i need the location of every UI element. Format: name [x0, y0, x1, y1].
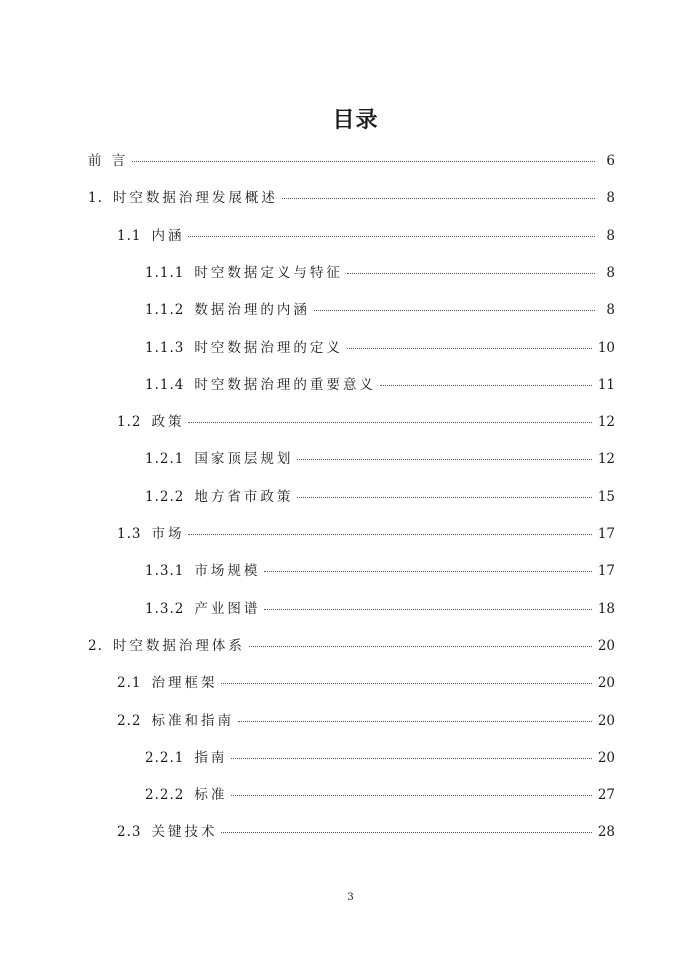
page-number: 3 — [347, 892, 354, 903]
toc-dot-leader — [264, 608, 591, 610]
toc-entry-label: 时空数据治理发展概述 — [112, 190, 278, 207]
toc-entry-label: 时空数据治理的定义 — [194, 339, 343, 356]
toc-entry-label: 地方省市政策 — [194, 488, 294, 505]
toc-entry-page: 20 — [597, 675, 615, 692]
toc-dot-leader — [188, 235, 595, 237]
toc-dot-leader — [380, 384, 592, 386]
toc-entry[interactable] — [117, 821, 615, 843]
toc-entry-number: 2.2.1 — [145, 749, 185, 766]
toc-entry-page: 11 — [597, 376, 615, 393]
toc-entry-number: 1.3.1 — [145, 563, 185, 580]
toc-entry-page: 20 — [597, 749, 615, 766]
toc-entry-page: 8 — [606, 190, 615, 207]
toc-dot-leader — [297, 496, 591, 498]
toc-dot-leader — [132, 160, 595, 162]
toc-entry[interactable] — [145, 784, 615, 806]
toc-entry-page: 18 — [597, 600, 615, 617]
toc-entry[interactable] — [145, 299, 615, 321]
toc-entry-label: 政策 — [151, 414, 185, 431]
toc-title: 目录 — [332, 108, 379, 133]
toc-entry-number: 1.2.1 — [145, 451, 185, 468]
toc-entry-label: 市场规模 — [194, 563, 261, 580]
toc-dot-leader — [188, 533, 591, 535]
toc-entry-label: 治理框架 — [151, 675, 218, 692]
toc-entry[interactable] — [117, 710, 615, 732]
toc-entry[interactable] — [88, 635, 615, 657]
toc-entry-label: 时空数据定义与特征 — [194, 264, 343, 281]
toc-entry-label: 时空数据治理体系 — [112, 637, 245, 654]
toc-dot-leader — [347, 272, 595, 274]
toc-entry-number: 1. — [88, 190, 103, 207]
toc-entry[interactable] — [145, 486, 615, 508]
toc-entry-number: 2.1 — [117, 675, 142, 692]
toc-dot-leader — [231, 794, 591, 796]
toc-dot-leader — [221, 682, 591, 684]
toc-entry-number: 1.2 — [117, 414, 142, 431]
toc-dot-leader — [238, 720, 592, 722]
toc-entry-number: 1.3 — [117, 526, 142, 542]
toc-entry-page: 17 — [597, 526, 615, 542]
toc-entry[interactable] — [145, 337, 615, 359]
toc-entry-page: 8 — [606, 302, 615, 319]
toc-entry-page: 8 — [606, 264, 615, 281]
toc-entry-number: 1.1.4 — [145, 376, 185, 393]
toc-entry[interactable] — [88, 187, 615, 209]
toc-dot-leader — [264, 570, 591, 572]
toc-entry-number: 1.1 — [117, 227, 142, 244]
toc-entry-page: 10 — [597, 339, 615, 356]
toc-entry-label: 标准 — [194, 787, 228, 804]
toc-entry-label: 产业图谱 — [194, 600, 261, 617]
toc-entry-label: 时空数据治理的重要意义 — [194, 376, 376, 393]
toc-entry[interactable] — [117, 672, 615, 694]
toc-entry-label: 标准和指南 — [151, 712, 234, 729]
toc-entry-page: 17 — [597, 563, 615, 580]
toc-entry-number: 1.1.1 — [145, 264, 185, 281]
toc-entry-label: 指南 — [194, 749, 228, 766]
toc-entry[interactable] — [145, 374, 615, 396]
toc-entry-page: 28 — [597, 824, 615, 841]
toc-entry-number: 1.1.2 — [145, 302, 185, 319]
toc-entry-page: 6 — [606, 153, 615, 169]
toc-entry[interactable] — [145, 560, 615, 582]
toc-entry-label: 内涵 — [151, 227, 185, 244]
toc-entry-page: 20 — [597, 712, 615, 729]
toc-entry-page: 27 — [597, 787, 615, 804]
toc-entry-page: 12 — [597, 414, 615, 431]
toc-entry-page: 15 — [597, 488, 615, 505]
toc-dot-leader — [221, 831, 591, 833]
toc-entry[interactable] — [145, 598, 615, 620]
toc-entry-number: 1.2.2 — [145, 488, 185, 505]
toc-dot-leader — [347, 347, 592, 349]
toc-entry-label: 市场 — [151, 526, 185, 542]
toc-entry-page: 20 — [597, 637, 615, 654]
toc-entry-label: 数据治理的内涵 — [194, 302, 310, 319]
toc-entry[interactable] — [117, 411, 615, 433]
toc-dot-leader — [188, 421, 591, 423]
toc-entry-number: 1.1.3 — [145, 339, 185, 356]
toc-entry-number: 2.2 — [117, 712, 142, 729]
toc-entry-page: 8 — [606, 227, 615, 244]
toc-entry-page: 12 — [597, 451, 615, 468]
toc-entry-label: 关键技术 — [151, 824, 218, 841]
toc-entry-label: 国家顶层规划 — [194, 451, 294, 468]
toc-entry[interactable] — [88, 150, 615, 172]
toc-dot-leader — [314, 309, 595, 311]
toc-dot-leader — [249, 645, 592, 647]
toc-dot-leader — [282, 197, 595, 199]
toc-entry[interactable] — [117, 225, 615, 247]
toc-entry[interactable] — [145, 262, 615, 284]
toc-entry-number: 2.3 — [117, 824, 142, 841]
toc-entry[interactable] — [117, 523, 615, 545]
toc-entry-number: 2. — [88, 637, 103, 654]
toc-entry[interactable] — [145, 448, 615, 470]
toc-entry[interactable] — [145, 747, 615, 769]
toc-entry-number: 1.3.2 — [145, 600, 185, 617]
toc-dot-leader — [297, 458, 591, 460]
toc-entry-number: 2.2.2 — [145, 787, 185, 804]
toc-entry-label: 前 言 — [88, 153, 129, 169]
toc-dot-leader — [231, 757, 591, 759]
